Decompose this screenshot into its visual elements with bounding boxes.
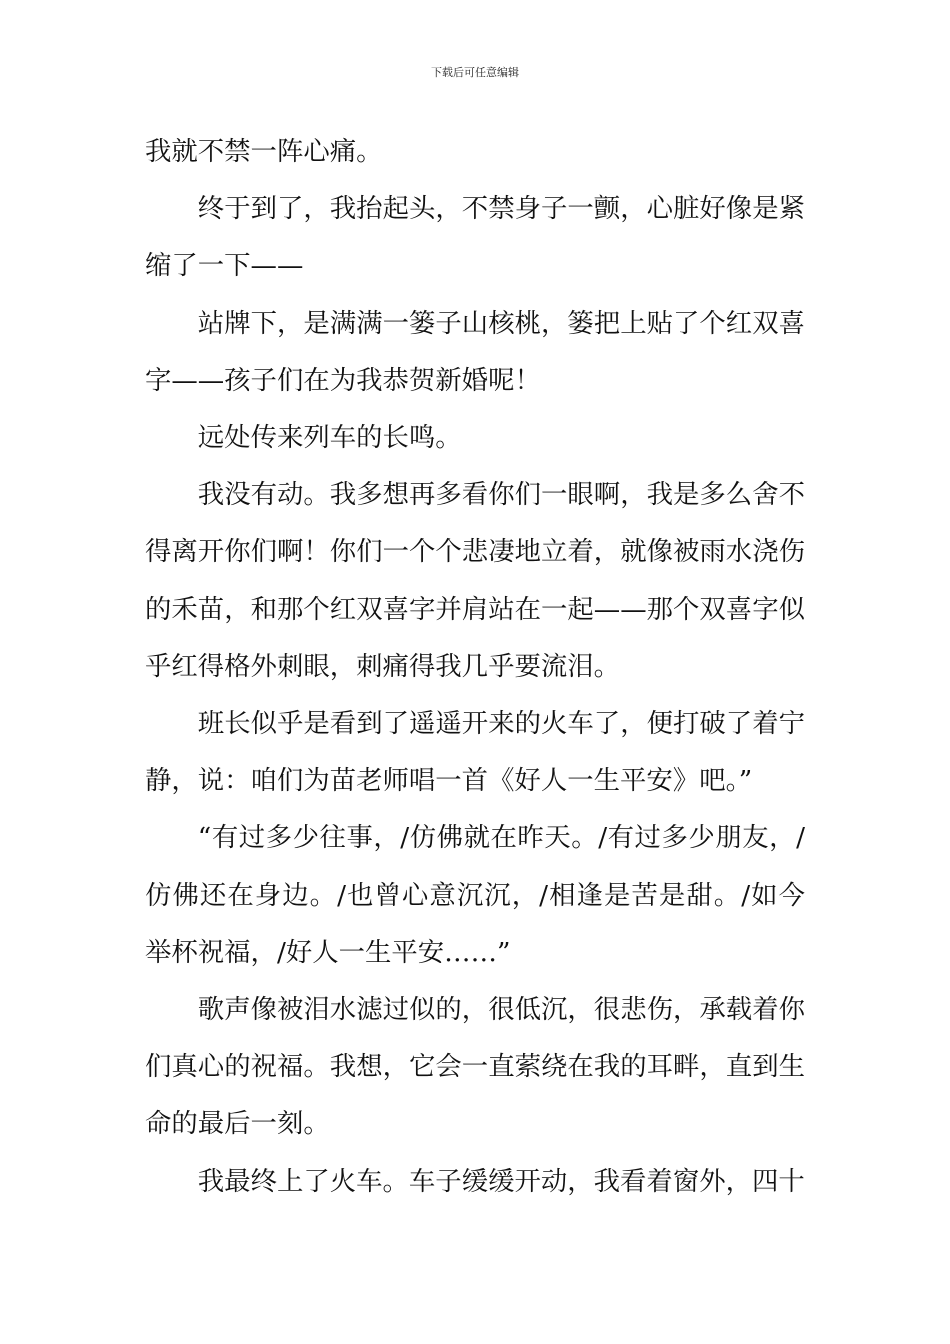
paragraph-5: 我没有动。我多想再多看你们一眼啊，我是多么舍不得离开你们啊！你们一个个悲凄地立着，就像被雨水浇伤的禾苗，和那个红双喜字并肩站在一起——那个双喜字似乎红得格外刺眼，刺痛得我几乎要流泪。	[145, 479, 805, 682]
page-header: 下载后可任意编辑	[431, 66, 519, 79]
paragraph-9: 我最终上了火车。车子缓缓开动，我看着窗外，四十	[197, 1165, 805, 1197]
document-body	[145, 123, 805, 1210]
paragraph-2: 终于到了，我抬起头，不禁身子一颤，心脏好像是紧缩了一下——	[145, 193, 805, 282]
paragraph-1: 我就不禁一阵心痛。	[145, 136, 383, 167]
paragraph-6: 班长似乎是看到了遥遥开来的火车了，便打破了着宁静，说：咱们为苗老师唱一首《好人一生平安》吧。”	[145, 708, 805, 797]
paragraph-7: “有过多少往事，/仿佛就在昨天。/有过多少朋友，/仿佛还在身边。/也曾心意沉沉，/相逢是苦是甜。/如今举杯祝福，/好人一生平安……”	[145, 822, 805, 968]
paragraph-3: 站牌下，是满满一篓子山核桃，篓把上贴了个红双喜字——孩子们在为我恭贺新婚呢！	[145, 307, 805, 396]
paragraph-8: 歌声像被泪水滤过似的，很低沉，很悲伤，承载着你们真心的祝福。我想，它会一直萦绕在我的耳畔，直到生命的最后一刻。	[145, 994, 805, 1140]
paragraph-4: 远处传来列车的长鸣。	[197, 422, 462, 454]
